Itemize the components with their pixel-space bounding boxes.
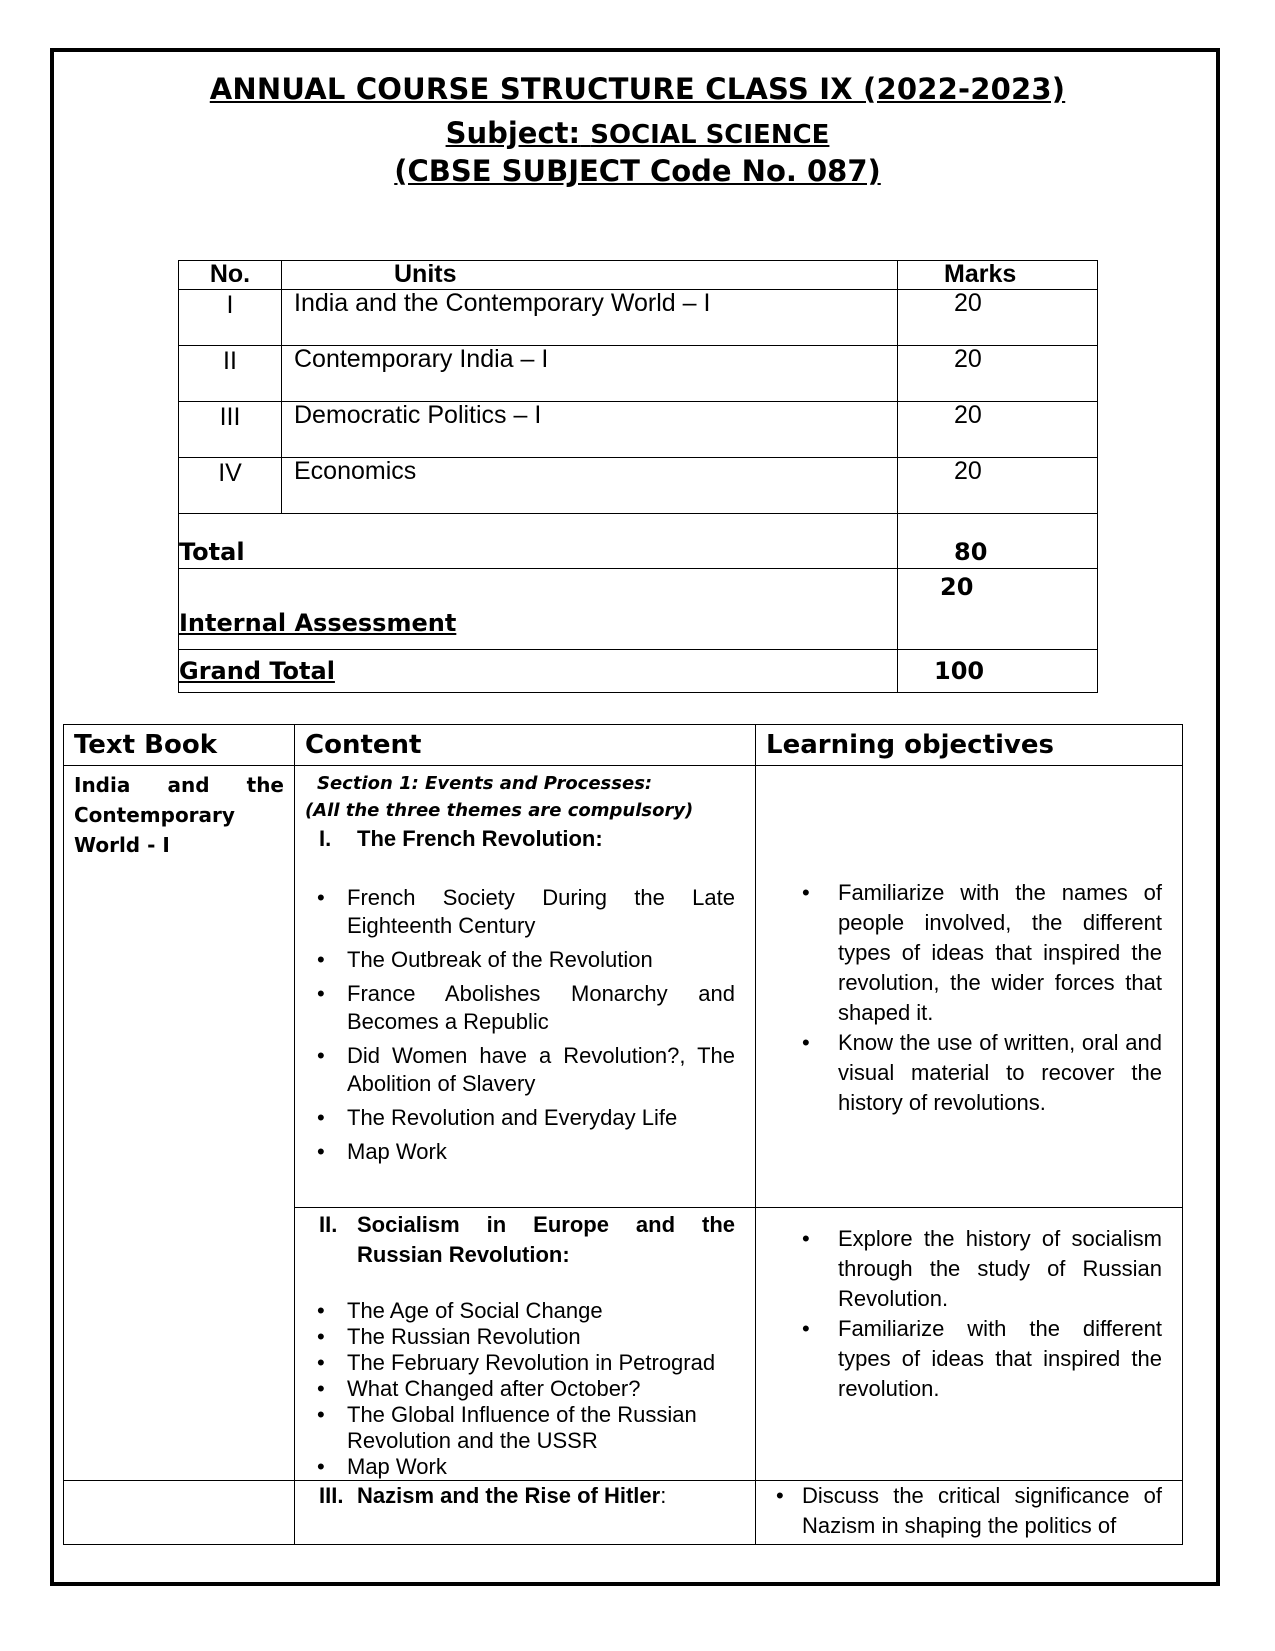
theme-title: The French Revolution: (357, 826, 603, 851)
internal-label: Internal Assessment (179, 609, 457, 637)
list-item: • French Society During the Late Eighteenth Century (295, 884, 755, 940)
unit-row (179, 458, 1098, 514)
internal-row (179, 569, 1098, 650)
objectives-list (756, 878, 1182, 1118)
list-item: • Did Women have a Revolution?, The Abolition of Slavery (295, 1042, 755, 1098)
unit-marks: 20 (898, 290, 1098, 346)
unit-marks: 20 (898, 402, 1098, 458)
grand-total-marks: 100 (898, 650, 1098, 693)
list-item: • The Outbreak of the Revolution (295, 946, 755, 974)
list-item: • The Russian Revolution (295, 1324, 755, 1350)
header-marks: Marks (898, 261, 1098, 290)
section-note: (All the three themes are compulsory) (305, 800, 694, 821)
list-item: • What Changed after October? (295, 1376, 755, 1402)
list-item: • Map Work (295, 1454, 755, 1480)
list-item: • Familiarize with the different types of ideas that inspired the revolution. (756, 1314, 1182, 1404)
grand-total-label: Grand Total (179, 657, 335, 685)
topic-list (295, 1298, 755, 1480)
unit-no: IV (179, 458, 282, 514)
unit-row (179, 346, 1098, 402)
content-header-row (64, 725, 1183, 766)
marks-table (178, 260, 1098, 693)
list-item: • The Global Influence of the Russian Revolution and the USSR (295, 1402, 755, 1454)
list-item: • Familiarize with the names of people involved, the different types of ideas that inspired the revolution, the wider forces that shaped it. (756, 878, 1182, 1028)
header-content: Content (295, 725, 756, 766)
unit-row (179, 402, 1098, 458)
theme-title: Socialism in Europe and the Russian Revolution: (357, 1212, 735, 1267)
unit-name: Democratic Politics – I (282, 402, 898, 458)
list-item: • Explore the history of socialism through the study of Russian Revolution. (756, 1224, 1182, 1314)
list-item: • The Age of Social Change (295, 1298, 755, 1324)
theme-number: II. (319, 1212, 338, 1237)
header-no: No. (179, 261, 282, 290)
theme-row (64, 1481, 1183, 1545)
subject-heading (0, 116, 1275, 150)
subject-value: SOCIAL SCIENCE (590, 120, 830, 150)
list-item: • France Abolishes Monarchy and Becomes a Republic (295, 980, 755, 1036)
unit-marks: 20 (898, 346, 1098, 402)
list-item: • Discuss the critical significance of Nazism in shaping the politics of (756, 1481, 1182, 1541)
objectives-list (756, 1481, 1182, 1541)
unit-marks: 20 (898, 458, 1098, 514)
list-item: • Map Work (295, 1138, 755, 1166)
unit-no: II (179, 346, 282, 402)
unit-row (179, 290, 1098, 346)
header-objectives: Learning objectives (756, 725, 1183, 766)
list-item: • The Revolution and Everyday Life (295, 1104, 755, 1132)
header-units: Units (282, 261, 898, 290)
header-text-book: Text Book (64, 725, 295, 766)
content-table (63, 724, 1183, 1545)
total-label: Total (179, 514, 898, 569)
list-item: • The February Revolution in Petrograd (295, 1350, 755, 1376)
grand-total-row (179, 650, 1098, 693)
section-title: Section 1: Events and Processes: (317, 773, 653, 794)
objectives-list (756, 1224, 1182, 1404)
document-title: ANNUAL COURSE STRUCTURE CLASS IX (2022-2023) (209, 72, 1066, 106)
theme-number: III. (319, 1483, 344, 1508)
unit-no: III (179, 402, 282, 458)
list-item: • Know the use of written, oral and visual material to recover the history of revolutions. (756, 1028, 1182, 1118)
total-row (179, 514, 1098, 569)
theme-title: Nazism and the Rise of Hitler (357, 1483, 661, 1508)
theme-title-suffix: : (660, 1483, 667, 1508)
unit-name: Contemporary India – I (282, 346, 898, 402)
unit-name: Economics (282, 458, 898, 514)
unit-no: I (179, 290, 282, 346)
topic-list (295, 884, 755, 1166)
subject-label: Subject: (445, 116, 581, 150)
theme-row (64, 766, 1183, 1208)
marks-header-row (179, 261, 1098, 290)
subject-code: (CBSE SUBJECT Code No. 087) (394, 154, 881, 188)
internal-marks: 20 (898, 569, 1098, 650)
total-marks: 80 (898, 514, 1098, 569)
text-book-name: India and the Contemporary World - I (64, 766, 295, 1481)
theme-number: I. (319, 826, 332, 851)
unit-name: India and the Contemporary World – I (282, 290, 898, 346)
